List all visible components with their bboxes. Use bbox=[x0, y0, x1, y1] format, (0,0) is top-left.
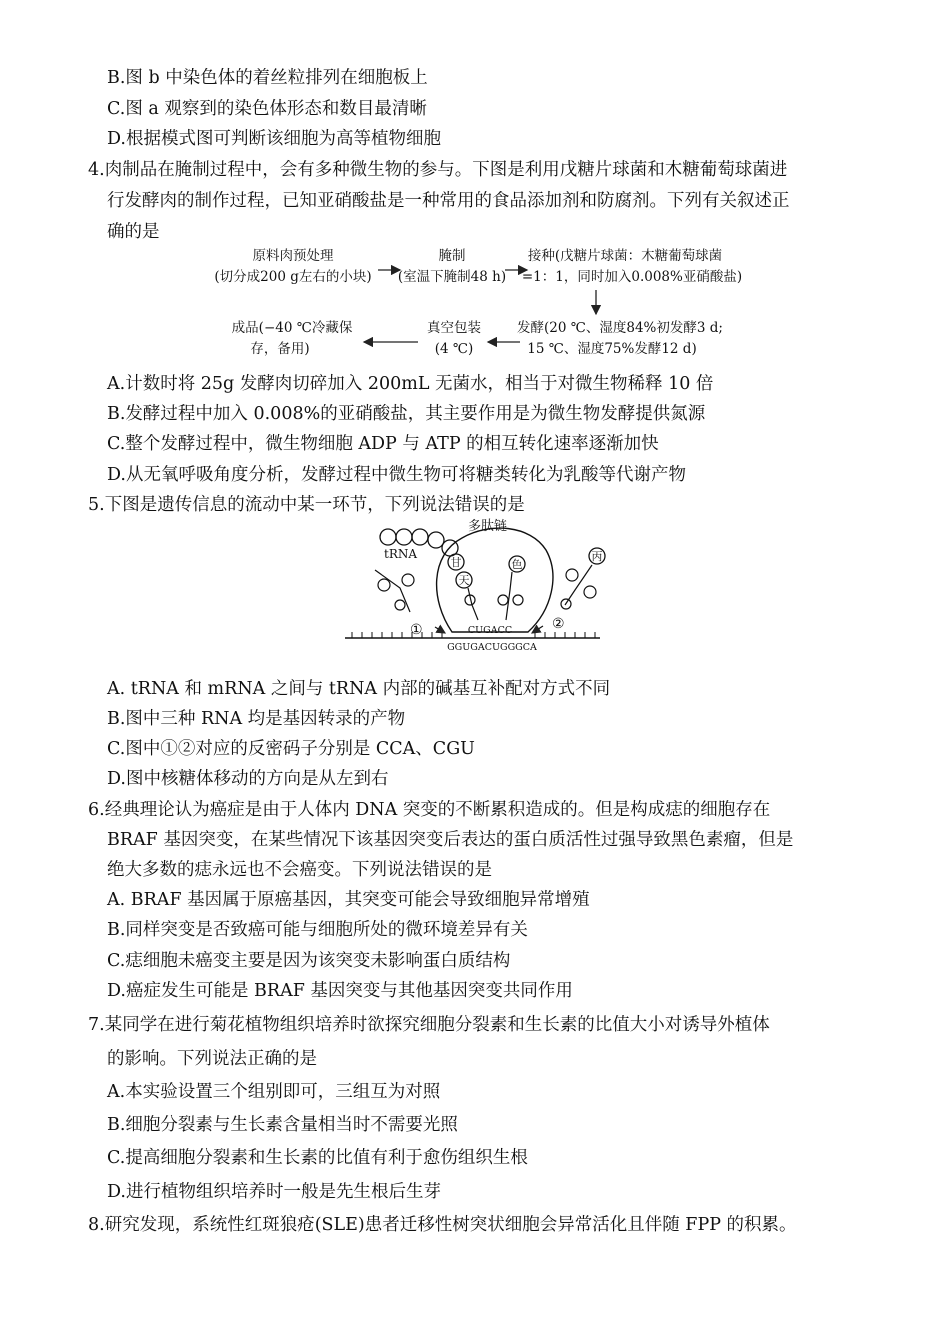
q6-stem-line3: 绝大多数的痣永远也不会癌变。下列说法错误的是 bbox=[107, 860, 492, 880]
flow-step4-title: 发酵(20 ℃、湿度84%初发酵3 d; bbox=[517, 320, 723, 336]
q7-option-a: A.本实验设置三个组别即可，三组互为对照 bbox=[107, 1082, 441, 1102]
q4-option-a: A.计数时将 25g 发酵肉切碎加入 200mL 无菌水，相当于对微生物稀释 10 倍 bbox=[107, 374, 714, 394]
amino-acid-bead bbox=[380, 529, 396, 545]
amino-acid-bead bbox=[428, 532, 444, 548]
amino-acid-bead bbox=[412, 529, 428, 545]
flow-step1-title: 原料肉预处理 bbox=[252, 248, 334, 264]
amino-acid-trp-label: 色 bbox=[511, 558, 523, 571]
q4-stem-line2: 行发酵肉的制作过程，已知亚硝酸盐是一种常用的食品添加剂和防腐剂。下列有关叙述正 bbox=[107, 191, 790, 211]
flow-step3-title: 接种(戊糖片球菌：木糖葡萄球菌 bbox=[527, 248, 723, 264]
q5-option-c: C.图中①②对应的反密码子分别是 CCA、CGU bbox=[107, 739, 475, 759]
marker-1: ① bbox=[410, 622, 423, 638]
flow-step6-title: 成品(−40 ℃冷藏保 bbox=[231, 320, 353, 336]
q7-option-c: C.提高细胞分裂素和生长素的比值有利于愈伤组织生根 bbox=[107, 1148, 528, 1168]
flow-step4-note: 15 ℃、湿度75%发酵12 d) bbox=[527, 341, 697, 357]
q3-option-c: C.图 a 观察到的染色体形态和数目最清晰 bbox=[107, 99, 427, 119]
amino-acid-ala-label: 丙 bbox=[591, 550, 603, 563]
q6-option-d: D.癌症发生可能是 BRAF 基因突变与其他基因突变共同作用 bbox=[107, 981, 573, 1001]
ribosome bbox=[437, 528, 553, 632]
polypeptide-label: 多肽链 bbox=[468, 519, 508, 534]
q5-option-d: D.图中核糖体移动的方向是从左到右 bbox=[107, 769, 389, 789]
q6-option-b: B.同样突变是否致癌可能与细胞所处的微环境差异有关 bbox=[107, 920, 528, 940]
flow-step6-note: 存，备用) bbox=[250, 341, 310, 357]
amino-acid-bead bbox=[396, 529, 412, 545]
q7-stem-line2: 的影响。下列说法正确的是 bbox=[107, 1049, 317, 1069]
q4-option-d: D.从无氧呼吸角度分析，发酵过程中微生物可将糖类转化为乳酸等代谢产物 bbox=[107, 465, 686, 485]
q6-option-a: A. BRAF 基因属于原癌基因，其突变可能会导致细胞异常增殖 bbox=[107, 890, 590, 910]
flow-step3-note: =1：1，同时加入0.008%亚硝酸盐) bbox=[521, 269, 743, 285]
q5-stem: 5.下图是遗传信息的流动中某一环节，下列说法错误的是 bbox=[88, 495, 525, 515]
q7-option-b: B.细胞分裂素与生长素含量相当时不需要光照 bbox=[107, 1115, 458, 1135]
q5-option-a: A. tRNA 和 mRNA 之间与 tRNA 内部的碱基互补配对方式不同 bbox=[107, 679, 611, 699]
q3-option-d: D.根据模式图可判断该细胞为高等植物细胞 bbox=[107, 129, 441, 149]
flow-step5-note: (4 ℃) bbox=[434, 341, 474, 357]
q4-option-c: C.整个发酵过程中，微生物细胞 ADP 与 ATP 的相互转化速率逐渐加快 bbox=[107, 434, 659, 454]
amino-acid-asp-label: 天 bbox=[458, 574, 470, 587]
q7-stem-line1: 7.某同学在进行菊花植物组织培养时欲探究细胞分裂素和生长素的比值大小对诱导外植体 bbox=[88, 1015, 770, 1035]
amino-acid-gly-label: 甘 bbox=[450, 556, 462, 569]
q8-stem: 8.研究发现，系统性红斑狼疮(SLE)患者迁移性树突状细胞会异常活化且伴随 FPP 的积累。 bbox=[88, 1215, 797, 1235]
flow-step5-title: 真空包装 bbox=[427, 320, 481, 336]
marker-2: ② bbox=[552, 616, 565, 632]
flow-step2-note: (室温下腌制48 h) bbox=[397, 269, 507, 285]
q6-stem-line2: BRAF 基因突变，在某些情况下该基因突变后表达的蛋白质活性过强导致黑色素瘤，但是 bbox=[107, 830, 794, 850]
q5-option-b: B.图中三种 RNA 均是基因转录的产物 bbox=[107, 709, 406, 729]
q6-stem-line1: 6.经典理论认为癌症是由于人体内 DNA 突变的不断累积造成的。但是构成痣的细胞存在 bbox=[88, 800, 771, 820]
anticodon-sequence: CUGACC bbox=[467, 625, 513, 636]
q7-option-d: D.进行植物组织培养时一般是先生根后生芽 bbox=[107, 1182, 441, 1202]
q3-option-b: B.图 b 中染色体的着丝粒排列在细胞板上 bbox=[107, 68, 428, 88]
mrna-sequence: GGUGACUGGGCA bbox=[447, 642, 537, 653]
q4-option-b: B.发酵过程中加入 0.008%的亚硝酸盐，其主要作用是为微生物发酵提供氮源 bbox=[107, 404, 706, 424]
trna-label: tRNA bbox=[384, 547, 418, 561]
flow-step1-note: (切分成200 g左右的小块) bbox=[214, 269, 372, 285]
q4-stem-line3: 确的是 bbox=[107, 222, 160, 242]
q6-option-c: C.痣细胞未癌变主要是因为该突变未影响蛋白质结构 bbox=[107, 951, 511, 971]
q4-stem-line1: 4.肉制品在腌制过程中，会有多种微生物的参与。下图是利用戊糖片球菌和木糖葡萄球菌进 bbox=[88, 160, 788, 180]
flow-step2-title: 腌制 bbox=[438, 248, 466, 264]
